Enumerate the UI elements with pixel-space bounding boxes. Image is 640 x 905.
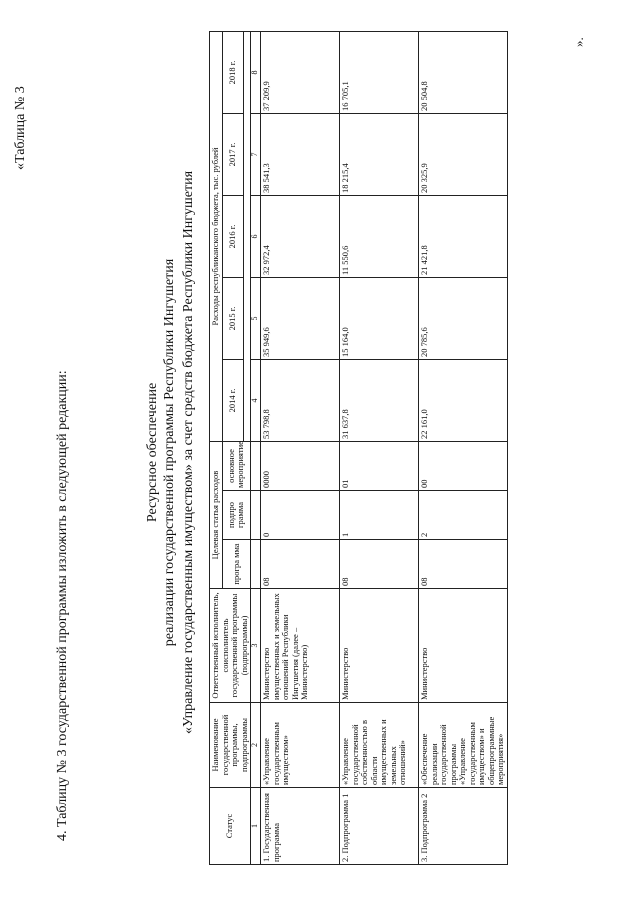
- col-number: 4: [251, 360, 261, 442]
- cell-status: 2. Подпрограмма 1: [340, 788, 419, 865]
- header-responsible: Ответственный исполнитель, соисполнитель государственной программы (подпрограммы): [210, 589, 251, 703]
- table-row: [419, 32, 508, 865]
- cell-name: «Обеспечение реализации государственной программы «Управление государственным имуществом» и общепрограммные мероприятия»: [419, 703, 508, 788]
- cell-responsible: Министерство: [340, 589, 419, 703]
- header-year-2016: 2016 г.: [222, 196, 244, 278]
- title-line-1: Ресурсное обеспечение: [145, 382, 160, 523]
- cell-main-event: 01: [340, 442, 419, 491]
- cell-responsible: Министерство имущественных и земельных отношений Республики Ингушетия (далее – Министерство): [261, 589, 340, 703]
- col-number-empty: [251, 442, 261, 491]
- col-number-empty: [251, 540, 261, 589]
- cell-2017: 18 215,4: [340, 114, 419, 196]
- table-row: [261, 32, 340, 865]
- cell-name: «Управление государственным имуществом»: [261, 703, 340, 788]
- header-subprogram: подпро грамма: [222, 491, 251, 540]
- closing-mark: ».: [571, 37, 586, 47]
- header-year-2014: 2014 г.: [222, 360, 244, 442]
- cell-2016: 21 421,8: [419, 196, 508, 278]
- cell-main-event: 0000: [261, 442, 340, 491]
- cell-status: 3. Подпрограмма 2: [419, 788, 508, 865]
- col-number: 8: [251, 32, 261, 114]
- cell-responsible: Министерство: [419, 589, 508, 703]
- cell-2017: 38 541,3: [261, 114, 340, 196]
- cell-program: 08: [340, 540, 419, 589]
- cell-2016: 32 972,4: [261, 196, 340, 278]
- header-main-event: основное мероприятие: [222, 442, 251, 491]
- cell-status: 1. Государственная программа: [261, 788, 340, 865]
- cell-2014: 53 798,8: [261, 360, 340, 442]
- header-year-2018: 2018 г.: [222, 32, 244, 114]
- header-status: Статус: [210, 788, 251, 865]
- cell-subprogram: 0: [261, 491, 340, 540]
- cell-subprogram: 1: [340, 491, 419, 540]
- cell-2015: 20 785,6: [419, 278, 508, 360]
- table-row: [340, 32, 419, 865]
- col-number: 6: [251, 196, 261, 278]
- header-name: Наименование государственной программы, подпрограммы: [210, 703, 251, 788]
- title-line-2: реализации государственной программы Республики Ингушетия: [162, 258, 177, 647]
- cell-2015: 15 164,0: [340, 278, 419, 360]
- header-year-2017: 2017 г.: [222, 114, 244, 196]
- resource-table: [209, 31, 508, 865]
- col-number-empty: [251, 491, 261, 540]
- cell-main-event: 00: [419, 442, 508, 491]
- cell-program: 08: [419, 540, 508, 589]
- col-number: 7: [251, 114, 261, 196]
- cell-name: «Управление государственной собственностью в области имущественных и земельных отношений»: [340, 703, 419, 788]
- cell-2014: 22 161,0: [419, 360, 508, 442]
- header-program: програ мма: [222, 540, 251, 589]
- cell-subprogram: 2: [419, 491, 508, 540]
- title-line-3: «Управление государственным имуществом» за счет средств бюджета Республики Ингушетия: [181, 170, 196, 735]
- cell-program: 08: [261, 540, 340, 589]
- col-number: 5: [251, 278, 261, 360]
- cell-2016: 11 550,6: [340, 196, 419, 278]
- cell-2015: 35 949,6: [261, 278, 340, 360]
- cell-2017: 20 325,9: [419, 114, 508, 196]
- header-row-1: [210, 32, 223, 865]
- cell-2018: 20 504,8: [419, 32, 508, 114]
- col-number: 3: [251, 589, 261, 703]
- column-number-row: [251, 32, 261, 865]
- header-expenses-group: Расходы республиканского бюджета, тыс. рублей: [210, 32, 223, 442]
- intro-text: 4. Таблицу № 3 государственной программы изложить в следующей редакции:: [55, 370, 70, 841]
- cell-2018: 37 209,9: [261, 32, 340, 114]
- table-number: «Таблица № 3: [13, 86, 28, 170]
- col-number: 1: [251, 788, 261, 865]
- cell-2014: 31 637,8: [340, 360, 419, 442]
- col-number: 2: [251, 703, 261, 788]
- header-target-group: Целевая статья расходов: [210, 442, 223, 589]
- cell-2018: 16 705,1: [340, 32, 419, 114]
- header-year-2015: 2015 г.: [222, 278, 244, 360]
